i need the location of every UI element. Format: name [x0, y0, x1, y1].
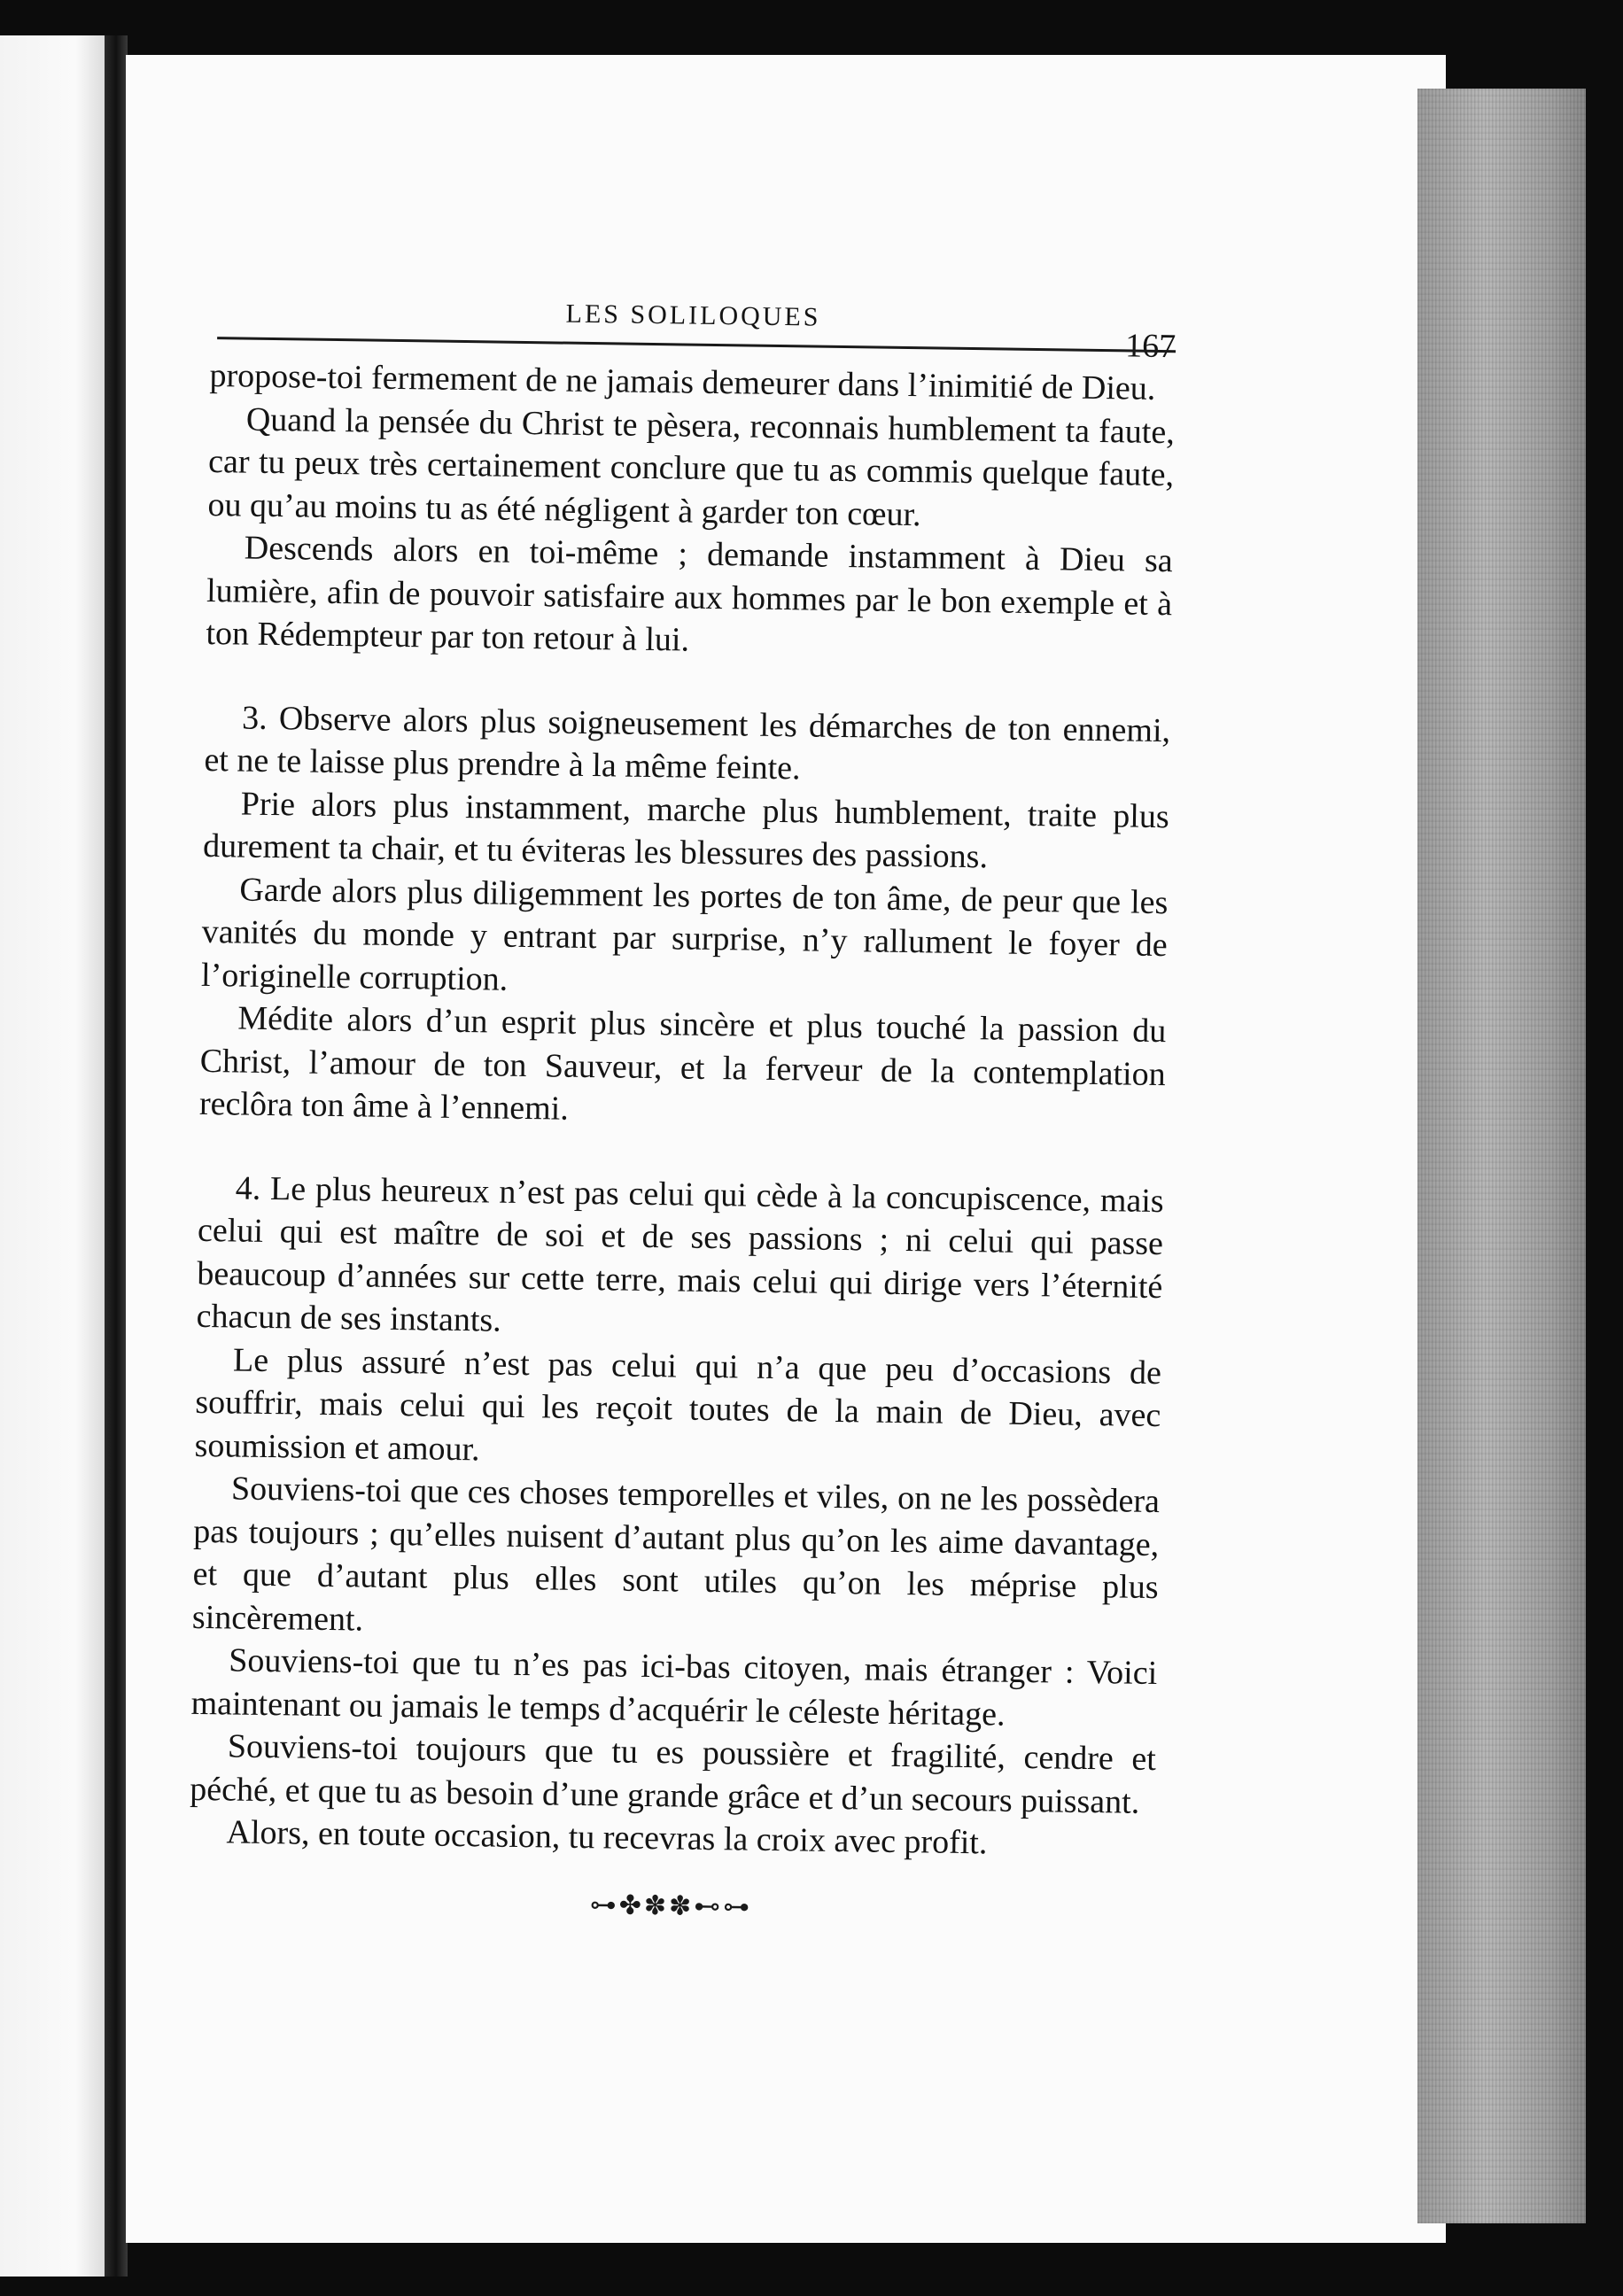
running-title: LES SOLILOQUES [565, 299, 821, 332]
page-content [188, 283, 1176, 1928]
paragraph: Souviens-toi que ces choses temporelles et viles, on ne les possèdera pas toujours ; qu’elles nuisent d’autant plus qu’on les aime davantage, et que d’autant plus elles sont utiles qu’on les méprise plus sincèrement. [191, 1470, 1161, 1639]
paragraph: Souviens-toi que tu n’es pas ici-bas citoyen, mais étranger : Voici maintenant ou jamais le temps d’acquérir le céleste héritage. [190, 1641, 1158, 1734]
paragraph: 4. Le plus heureux n’est pas celui qui cède à la concupiscence, mais celui qui est maître de soi et de ses passions ; ni celui qui passe beaucoup d’années sur cette terre, mais celui qui dirige vers l’éternité chacun de ses instants. [196, 1168, 1164, 1339]
paragraph: Quand la pensée du Christ te pèsera, reconnais humblement ta faute, car tu peux très certainement conclure que tu as commis quelque faute, ou qu’au moins tu as été négligent à garder ton cœur. [207, 400, 1176, 533]
paragraph: Garde alors plus diligemment les portes de ton âme, de peur que les vanités du monde y entrant par surprise, n’y rallument le foyer de l’originelle corruption. [200, 871, 1169, 998]
paragraph: propose-toi fermement de ne jamais demeurer dans l’inimitié de Dieu. [209, 356, 1156, 407]
paragraph: Prie alors plus instamment, marche plus humblement, traite plus durement ta chair, et tu éviteras les blessures des passions. [202, 785, 1169, 876]
facing-page-edge [0, 35, 108, 2277]
header-rule [217, 337, 1176, 353]
page-block-edge [1417, 89, 1586, 2223]
paragraph: Souviens-toi toujours que tu es poussière et fragilité, cendre et péché, et que tu as besoin d’une grande grâce et d’un secours puissant. [189, 1727, 1157, 1821]
paragraph: Médite alors d’un esprit plus sincère et plus touché la passion du Christ, l’amour de ton Sauveur, et la ferveur de la contemplation reclôra ton âme à l’ennemi. [198, 999, 1167, 1128]
paragraph: Descends alors en toi-même ; demande instamment à Dieu sa lumière, afin de pouvoir satisfaire aux hommes par le bon exemple et à ton Rédempteur par ton retour à lui. [206, 529, 1174, 659]
paragraph: Le plus assuré n’est pas celui qui n’a que peu d’occasions de souffrir, mais celui qui les reçoit toutes de la main de Dieu, avec soumission et amour. [194, 1340, 1162, 1468]
paragraph: 3. Observe alors plus soigneusement les démarches de ton ennemi, et ne te laisse plus prendre à la même feinte. [204, 699, 1171, 787]
page-number: 167 [1124, 327, 1176, 366]
body-text [189, 354, 1176, 1867]
end-ornament: ⊶✤✽✽⊷⊶ [589, 1889, 753, 1922]
paragraph: Alors, en toute occasion, tu recevras la croix avec profit. [226, 1813, 988, 1862]
book-gutter [105, 35, 128, 2277]
page-header [210, 283, 1176, 368]
